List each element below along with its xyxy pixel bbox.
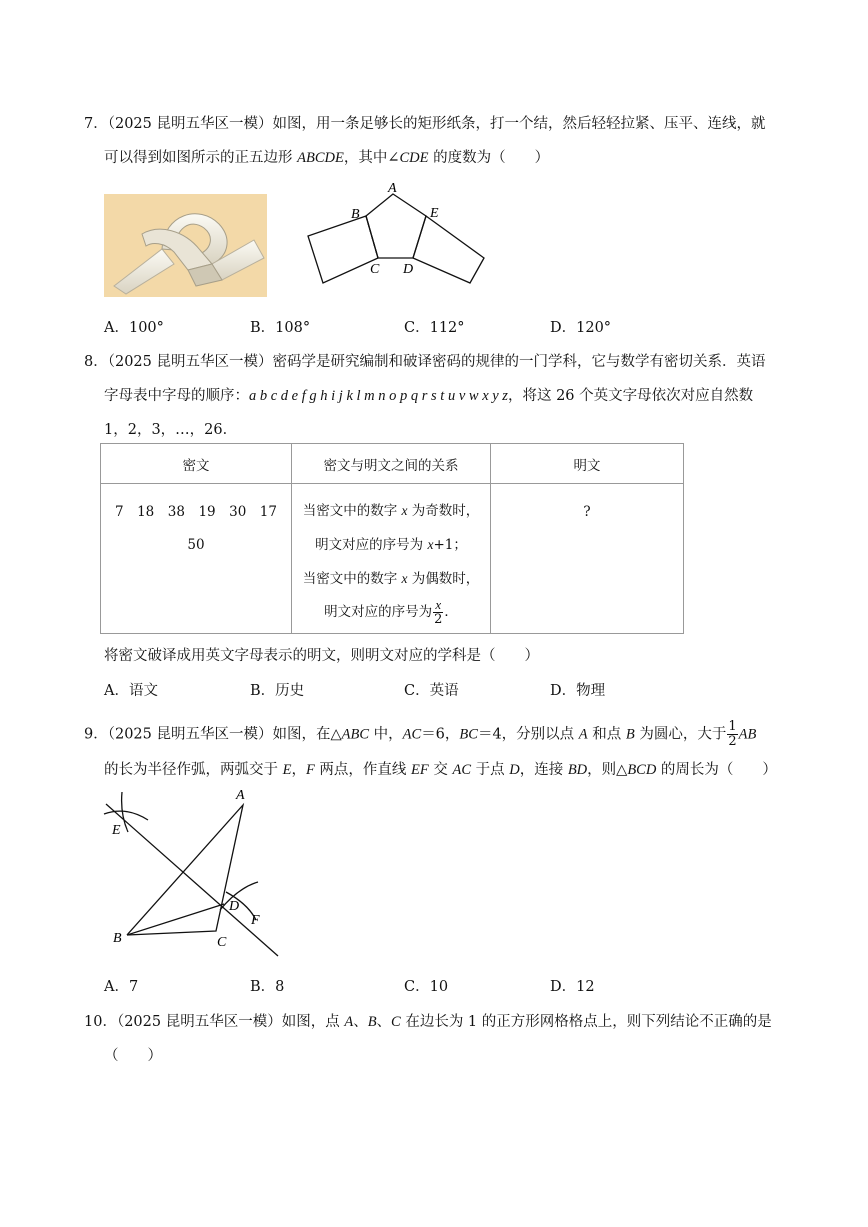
q9-text: ＝4，分别以点 (477, 726, 579, 743)
q9-var: E (282, 762, 292, 778)
q9-option-a[interactable]: A．7 (104, 979, 139, 995)
q8-option-b[interactable]: B．历史 (250, 683, 305, 699)
relation-text: 为偶数时， (407, 571, 480, 587)
table-header-cipher: 密文 (101, 444, 292, 484)
q8-line-2 (104, 384, 753, 405)
q9-source: （2025 昆明五华区一模） (107, 726, 273, 743)
q7-option-a[interactable]: A．100° (104, 320, 164, 336)
q8-after-text: 将密文破译成用英文字母表示的明文，则明文对应的学科是（ ） (104, 648, 539, 664)
q8-number: 8． (84, 354, 108, 370)
q9-option-c[interactable]: C．10 (404, 979, 449, 995)
q8-option-d[interactable]: D．物理 (550, 683, 606, 699)
q9-option-d[interactable]: D．12 (550, 979, 595, 995)
q8-option-a[interactable]: A．语文 (104, 683, 158, 699)
q7-text: 的度数为（ ） (428, 150, 550, 166)
plain-cell: ? (491, 484, 684, 634)
relation-line-1 (292, 494, 490, 528)
q8-alphabet: a b c d e f g h i j k l m n o p q r s t u v w x y z (249, 388, 508, 404)
relation-text: 当密文中的数字 (302, 503, 402, 519)
label-E: E (112, 823, 121, 838)
pentagon-knot-diagram (300, 180, 490, 294)
q9-text: 如图，在△ (272, 726, 342, 743)
q8-text: ，将这 26 个英文字母依次对应自然数 (507, 388, 754, 404)
label-C: C (370, 262, 380, 277)
cipher-cell (101, 484, 292, 634)
q7-line-2 (104, 146, 549, 167)
q9-var: A (578, 726, 588, 743)
label-C: C (217, 935, 227, 950)
q10-line-2: （ ） (104, 1048, 162, 1064)
q7-line-1 (84, 112, 766, 133)
q7-polygon-name: ABCDE (297, 150, 344, 166)
q8-text: 密码学是研究编制和破译密码的规律的一门学科，它与数学有密切关系．英语 (272, 354, 766, 370)
q7-source: （2025 昆明五华区一模） (107, 116, 273, 132)
cipher-numbers-line-2: 50 (187, 537, 205, 553)
q9-var: AC (402, 726, 422, 743)
q7-option-d[interactable]: D．120° (550, 320, 612, 336)
label-A: A (236, 788, 245, 803)
q8-option-c[interactable]: C．英语 (404, 683, 459, 699)
q9-var: AB (738, 726, 757, 743)
fraction-denominator: 2 (434, 612, 443, 627)
q7-number: 7． (84, 116, 108, 132)
q7-option-b[interactable]: B．108° (250, 320, 311, 336)
label-E: E (430, 206, 439, 221)
triangle-construction-diagram (98, 784, 290, 960)
q8-source: （2025 昆明五华区一模） (107, 354, 273, 370)
relation-text: 明文对应的序号为 (315, 537, 428, 553)
q9-line-1 (84, 720, 756, 749)
q7-text: ，其中∠ (343, 150, 400, 166)
q10-source: （2025 昆明五华区一模） (116, 1014, 282, 1030)
q9-text: 交 (428, 762, 453, 778)
relation-text: 明文对应的序号为 (324, 604, 433, 620)
var-x: x (427, 537, 434, 552)
relation-cell (292, 484, 491, 634)
fraction-numerator: x (433, 598, 443, 613)
q8-text: 字母表中字母的顺序： (104, 388, 249, 404)
q7-text: 如图，用一条足够长的矩形纸条，打一个结，然后轻轻拉紧、压平、连线，就 (272, 116, 766, 132)
q9-var: BD (567, 762, 588, 778)
q9-text: 中， (369, 726, 403, 743)
relation-line-2 (292, 528, 490, 562)
label-D: D (403, 262, 414, 277)
relation-text: 当密文中的数字 (302, 571, 402, 587)
q9-line-2 (104, 758, 777, 779)
q9-text: ，则△ (587, 762, 628, 778)
relation-text: +1； (433, 537, 467, 553)
q9-var: EF (411, 762, 429, 778)
table-header-plain: 明文 (491, 444, 684, 484)
q9-text: ， (291, 762, 306, 778)
var-x: x (401, 571, 408, 586)
relation-line-3 (292, 562, 490, 596)
q9-var: ABC (341, 726, 370, 743)
q9-option-b[interactable]: B．8 (250, 979, 285, 995)
q8-line-3: 1，2，3，…，26． (104, 422, 238, 438)
q7-angle-name: CDE (399, 150, 429, 166)
cipher-table (100, 443, 684, 634)
q9-var: BCD (627, 762, 657, 778)
q9-var: D (509, 762, 520, 778)
q10-text: 、 (376, 1014, 392, 1030)
paper-knot-photo (104, 194, 267, 297)
q7-text: 可以得到如图所示的正五边形 (104, 150, 298, 166)
label-D: D (229, 899, 240, 914)
q10-text: 如图，点 (281, 1014, 345, 1030)
fraction-x-over-2 (433, 598, 443, 627)
q10-number: 10． (84, 1014, 117, 1030)
q9-text: 为圆心，大于 (634, 726, 727, 743)
label-F: F (251, 913, 260, 928)
q10-text: 在边长为 1 的正方形网格格点上，则下列结论不正确的是 (400, 1014, 772, 1030)
q9-text: 的长为半径作弧，两弧交于 (104, 762, 283, 778)
relation-line-4 (292, 596, 490, 629)
var-x: x (401, 503, 408, 518)
q7-option-c[interactable]: C．112° (404, 320, 465, 336)
q9-text: 于点 (471, 762, 510, 778)
q10-text: 、 (353, 1014, 368, 1030)
label-B: B (113, 931, 122, 946)
q9-var: B (625, 726, 635, 743)
q10-var: B (367, 1014, 377, 1030)
q9-text: 和点 (587, 726, 626, 743)
relation-text: 为奇数时， (407, 503, 480, 519)
q9-number: 9． (84, 726, 108, 743)
fraction-numerator: 1 (728, 719, 737, 734)
q9-text: ＝6， (421, 726, 460, 743)
q9-var: BC (459, 726, 478, 743)
table-header-relation: 密文与明文之间的关系 (292, 444, 491, 484)
q8-line-1 (84, 350, 766, 371)
q9-text: ，连接 (519, 762, 568, 778)
relation-text: ． (444, 604, 458, 620)
q9-var: AC (452, 762, 472, 778)
label-B: B (351, 207, 360, 222)
label-A: A (388, 181, 397, 196)
cipher-numbers-line-1: 7 18 38 19 30 17 (115, 504, 277, 520)
q9-text: 两点，作直线 (314, 762, 412, 778)
fraction-one-half (727, 720, 737, 749)
q9-var: F (305, 762, 315, 778)
q9-text: 的周长为（ ） (656, 762, 777, 778)
q10-var: A (344, 1014, 354, 1030)
fraction-denominator: 2 (728, 734, 737, 749)
q10-var: C (391, 1014, 401, 1030)
q10-line-1 (84, 1010, 772, 1031)
